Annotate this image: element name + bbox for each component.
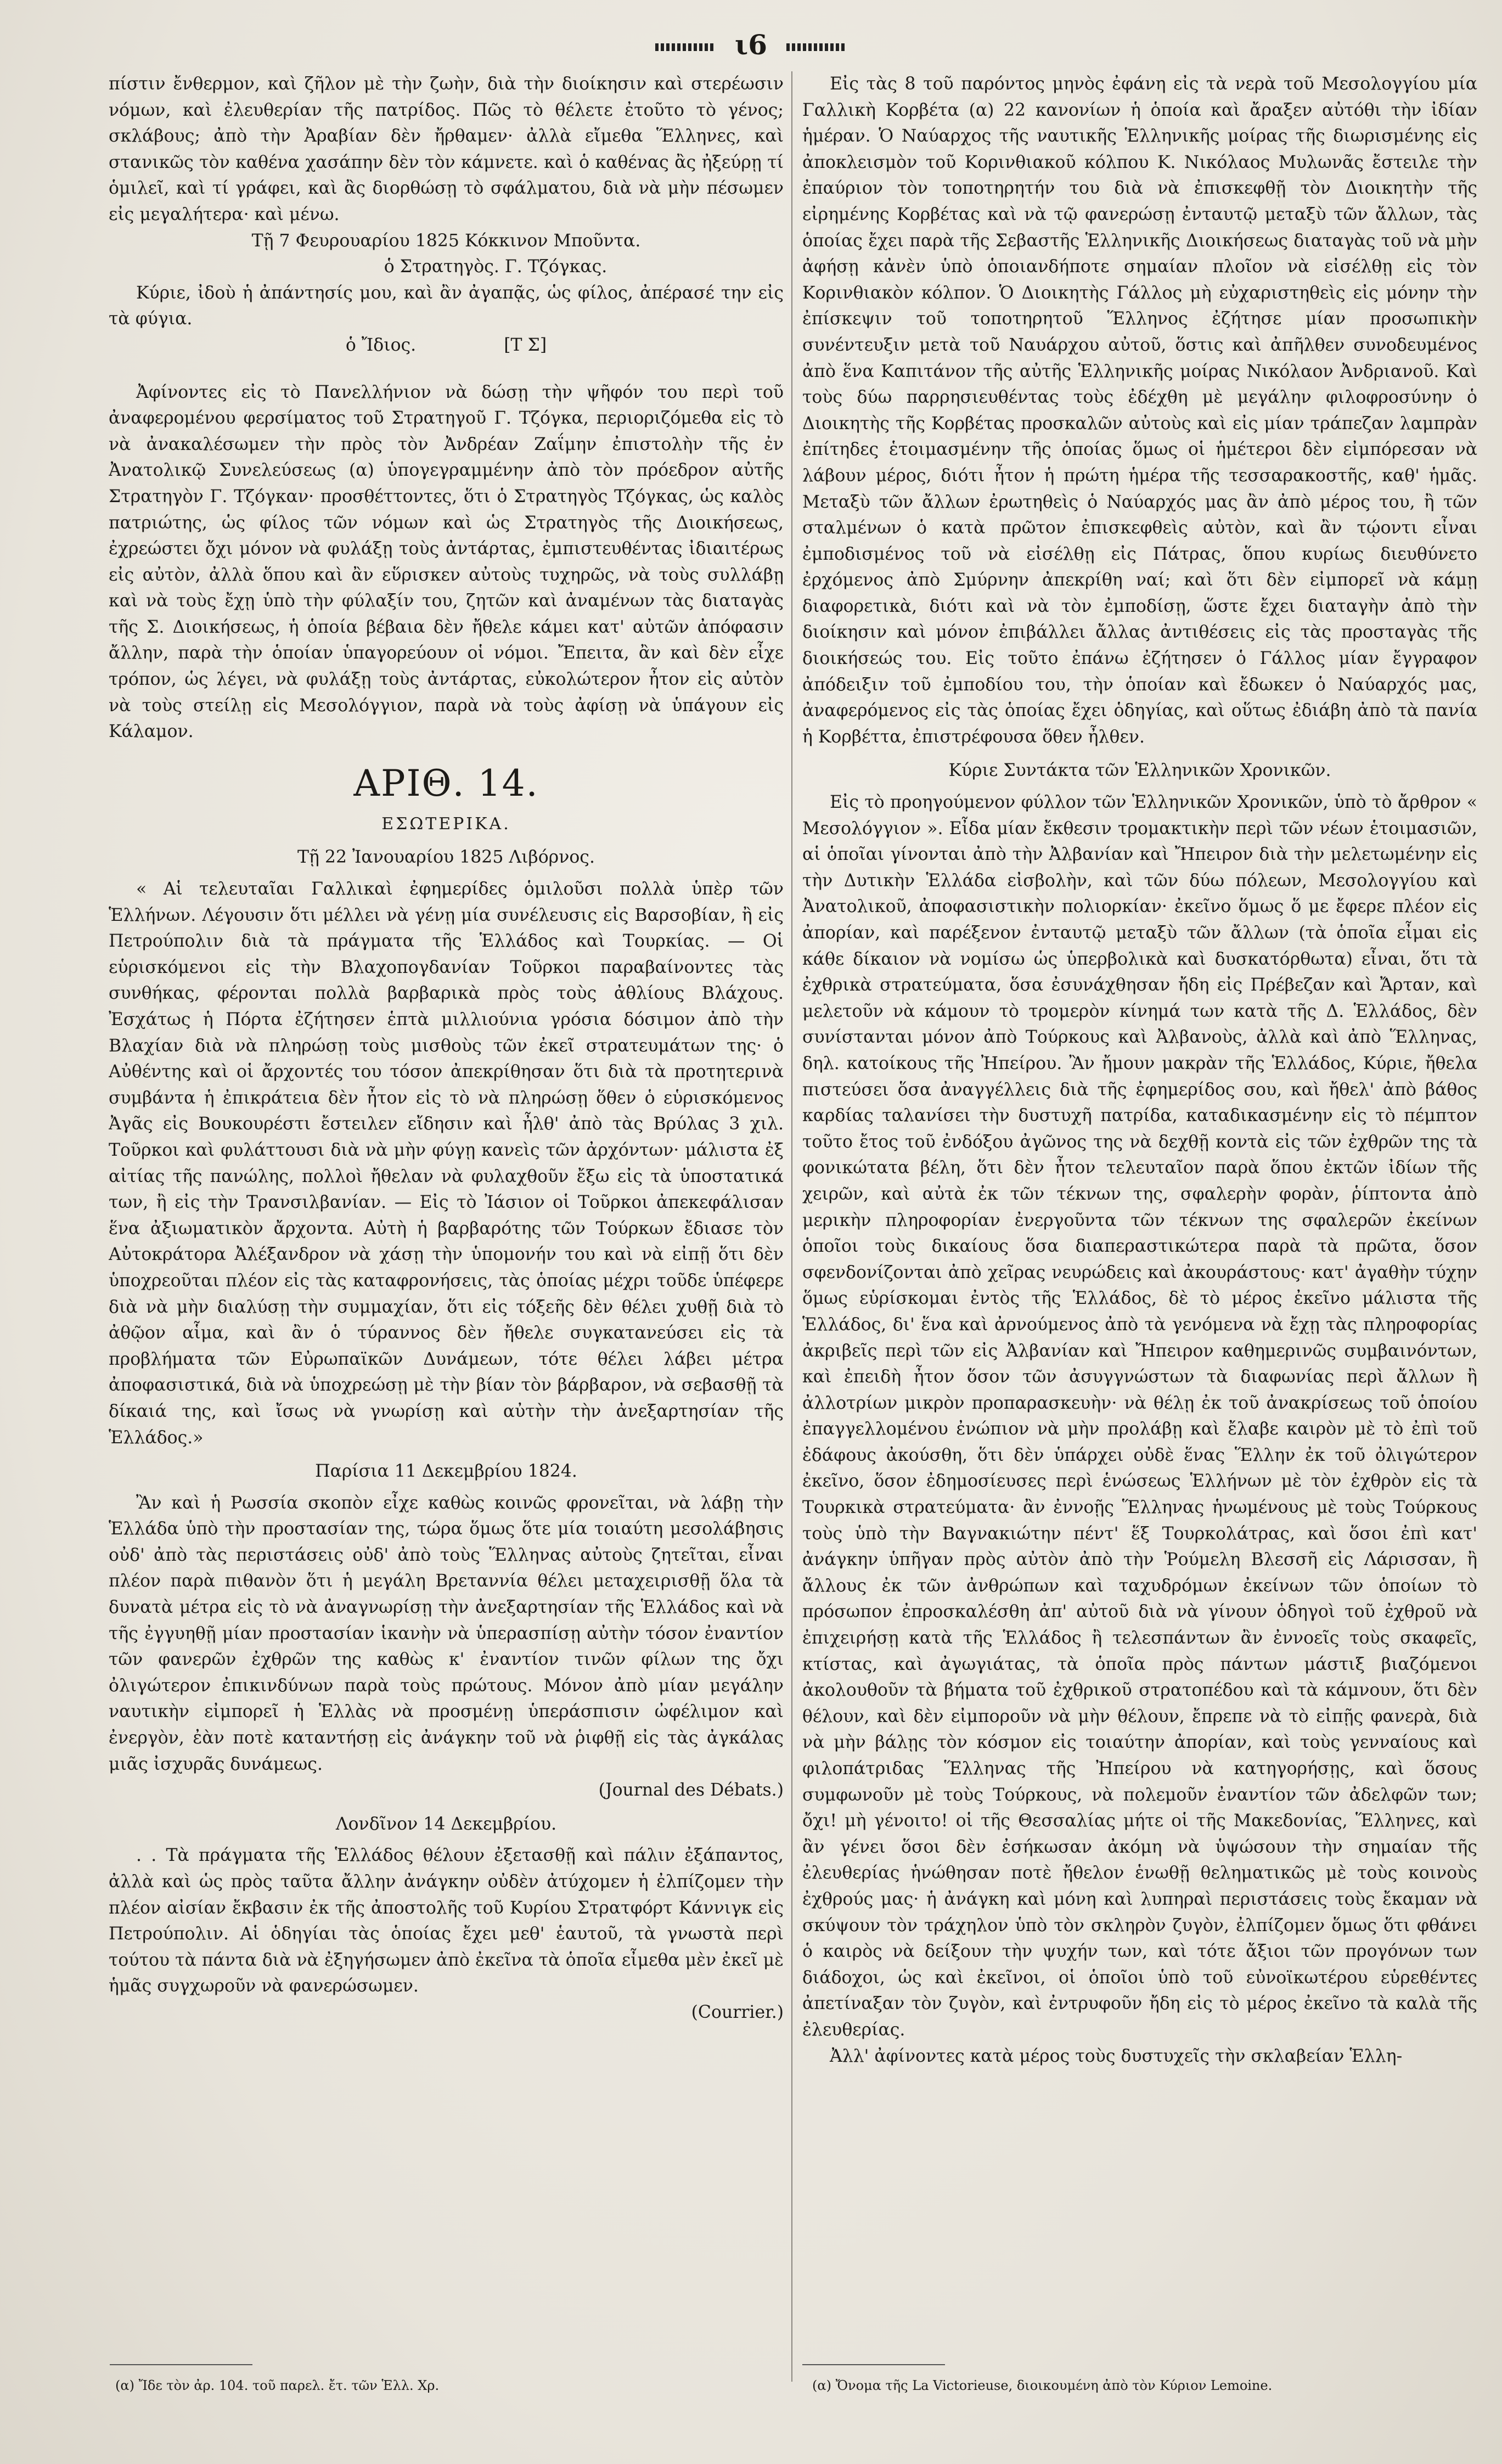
postscript-signature: ὁ Ἴδιος.	[345, 335, 417, 355]
footnote-right: (α) Ὄνομα τῆς La Victorieuse, διοικουμένη ἀπὸ τὸν Κύριον Lemoine.	[812, 2378, 1273, 2393]
letter-heading: Κύριε Συντάκτα τῶν Ἑλληνικῶν Χρονικῶν.	[948, 761, 1331, 781]
letter-signature: ὁ Στρατηγὸς. Γ. Τζόγκας.	[384, 257, 607, 277]
footnote-left: (α) Ἴδε τὸν ἀρ. 104. τοῦ παρελ. ἔτ. τῶν Ἑλλ. Χρ.	[115, 2378, 440, 2393]
right-ornament	[786, 43, 847, 51]
section-heading: ΕΣΩΤΕΡΙΚΑ.	[381, 814, 511, 834]
dateline-paris: Παρίσια 11 Δεκεμβρίου 1824.	[315, 1461, 577, 1482]
dateline-london: Λονδῖνον 14 Δεκεμβρίου.	[335, 1814, 557, 1834]
source-courrier: (Courrier.)	[691, 2002, 784, 2022]
corvette-report: Εἰς τὰς 8 τοῦ παρόντος μηνὸς ἐφάνη εἰς τὰ νερὰ τοῦ Μεσολογγίου μία Γαλλικὴ Κορβέτα (α) 22 κανονίων ἡ ὁποία καὶ ἄραξεν αὐτόθι τὴν ἰδίαν ἡμέραν. Ὁ Ναύαρχος τῆς ναυτικῆς Ἑλληνικῆς μοίρας τῆς διωρισμένης εἰς ἀποκλεισμὸν τοῦ Κορινθιακοῦ κόλπου Κ. Νικόλαος Μυλωνᾶς ἔστειλε τὴν ἐπαύριον τὸν τοποτηρητήν του διὰ νὰ ἐπισκεφθῇ τὸν Διοικητὴν τῆς εἰρημένης Κορβέτας καὶ νὰ τῷ φανερώσῃ ἐνταυτῷ μεταξὺ τῶν ἄλλων, τὰς ὁποίας ἔχει παρὰ τῆς Σεβαστῆς Ἑλληνικῆς Διοικήσεως διαταγὰς τοῦ νὰ μὴν ἀφήσῃ κἀνὲν ὑπὸ ὁποιανδήποτε σημαίαν πλοῖον νὰ εἰσέλθῃ εἰς τὸν Κορινθιακὸν κόλπον. Ὁ Διοικητὴς Γάλλος μὴ εὐχαριστηθεὶς εἰς μόνην τὴν ἐπίσκεψιν τοῦ τοποτηρητοῦ Ἕλληνος ἐζήτησε μίαν προσωπικὴν συνέντευξιν μετὰ τοῦ Ναυάρχου αὐτοῦ, ὅστις καὶ ἀπῆλθεν συνοδευμένος ἀπὸ ἕνα Καπιτάνον τῆς αὐτῆς Ἑλληνικῆς μοίρας Νικόλαον Ἀνδριανοῦ. Καὶ τοὺς δύω παρρησιευθέντας τοὺς ἐδέχθη μὲ μεγάλην φιλοφροσύνην ὁ Διοικητὴς τῆς Κορβέτας προσκαλῶν αὐτοὺς καὶ εἰς μίαν τράπεζαν λαμπρὰν ἐπίτηδες ἑτοιμασμένην τῆς ὁποίας ὅμως οἱ ἡμέτεροι δὲν εἰμπόρεσαν νὰ λάβουν μέρος, διότι ἦτον ἡ πρώτη ἡμέρα τῆς τεσσαρακοστῆς, καθ' ἡμᾶς. Μεταξὺ τῶν ἄλλων ἐρωτηθεὶς ὁ Ναύαρχός μας ἂν ἀπὸ μέρος του, ἢ τῶν σταλμένων ὁ κατὰ πρῶτον ἐπισκεφθεὶς αὐτὸν, καὶ ἂν τῴοντι εἶναι ἐμποδισμένος τοῦ νὰ εἰσέλθῃ εἰς Πάτρας, ὅπου κυρίως διευθύνετο ἐρχόμενος ἀπὸ Σμύρνην ἀπεκρίθη ναί; καὶ ὅτι δὲν εἰμπορεῖ νὰ κάμῃ διαφορετικὰ, διότι καὶ νὰ τὸν ἐμποδίσῃ, ὥστε ἔχει διαταγὴν ἀπὸ τὴν διοίκησιν καὶ μόνον ἐπιβάλλει ἄλλας ἀντιθέσεις εἰς τὰς προσταγὰς τῆς διοικήσεώς του. Εἰς τοῦτο ἐπάνω ἐζήτησεν ὁ Γάλλος μίαν ἔγγραφον ἀπόδειξιν τοῦ ἐμποδίου του, τὴν ὁποίαν καὶ ἔδωκεν ὁ Ναύαρχός μας, ἀναφερόμενος εἰς τὰς ὁποίας ἔχει ὁδηγίας, καὶ οὕτως ἐδιάβη ἀπὸ τὰ πανία ἡ Κορβέττα, ἐπιστρέφουσα ὅθεν ἦλθεν.	[802, 74, 1477, 747]
editorial-comment: Ἀφίνοντες εἰς τὸ Πανελλήνιον νὰ δώσῃ τὴν ψῆφόν του περὶ τοῦ ἀναφερομένου φερσίματος τοῦ Στρατηγοῦ Γ. Τζόγκα, περιοριζόμεθα εἰς τὸ νὰ ἀνακαλέσωμεν τὴν πρὸς τὸν Ἀνδρέαν Ζαΐμην ἐπιστολὴν τῆς ἐν Ἀνατολικῷ Συνελεύσεως (α) ὑπογεγραμμένην ἀπὸ τὸν πρόεδρον αὐτῆς Στρατηγὸν Γ. Τζόγκαν· προσθέττοντες, ὅτι ὁ Στρατηγὸς Τζόγκας, ὡς καλὸς πατριώτης, ὡς φίλος τῶν νόμων καὶ ὡς Στρατηγὸς τῆς Διοικήσεως, ἐχρεώστει ὄχι μόνον νὰ φυλάξῃ τοὺς ἀντάρτας, ἐμπιστευθέντας ἰδιαιτέρως εἰς αὐτὸν, ἀλλὰ ὅπου καὶ ἂν εὕρισκεν αὐτοὺς τυχηρῶς, νὰ τοὺς συλλάβῃ καὶ νὰ τοὺς ἔχῃ ὑπὸ τὴν φύλαξίν του, ζητῶν καὶ ἀναμένων τὰς διαταγὰς τῆς Σ. Διοικήσεως, ἡ ὁποία βέβαια δὲν ἤθελε κάμει κατ' αὐτῶν ἀπόφασιν ἄλλην, παρὰ τὴν ὁποίαν ὑπαγορεύουν οἱ νόμοι. Ἔπειτα, ἂν καὶ δὲν εἶχε τρόπον, ὡς λέγει, νὰ φυλάξῃ τοὺς ἀντάρτας, εὐκολώτερον ἦτον εἰς αὐτὸν νὰ τοὺς στείλῃ εἰς Μεσολόγγιον, παρὰ νὰ τοὺς ἀφίσῃ νὰ ὑπάγουν εἰς Κάλαμον.	[109, 382, 784, 742]
editor-initials: [Τ Σ]	[504, 335, 547, 355]
letter-postscript: Κύριε, ἰδοὺ ἡ ἀπάντησίς μου, καὶ ἂν ἀγαπᾷς, ὡς φίλος, ἀπέρασέ την εἰς τὰ φύγια.	[109, 283, 784, 329]
footnote-rule-right	[802, 2364, 945, 2365]
column-divider	[791, 71, 792, 2382]
dateline-livorno: Τῇ 22 Ἰανουαρίου 1825 Λιβόρνος.	[297, 847, 595, 868]
source-journal-des-debats: (Journal des Débats.)	[598, 1780, 784, 1801]
livorno-report: « Αἱ τελευταῖαι Γαλλικαὶ ἐφημερίδες ὁμιλοῦσι πολλὰ ὑπὲρ τῶν Ἑλλήνων. Λέγουσιν ὅτι μέλλει νὰ γένῃ μία συνέλευσις εἰς Βαρσοβίαν, ἢ εἰς Πετρούπολιν διὰ τὰ πράγματα τῆς Ἑλλάδος καὶ Τουρκίας. — Οἱ εὑρισκόμενοι εἰς τὴν Βλαχοπογδανίαν Τοῦρκοι παραβαίνοντες τὰς συνθήκας, φέρονται πολλὰ βαρβαρικὰ πρὸς τοὺς ἀθλίους Βλάχους. Ἐσχάτως ἡ Πόρτα ἐζήτησεν ἑπτὰ μιλλιούνια γρόσια δόσιμον ἀπὸ τὴν Βλαχίαν διὰ νὰ πληρώσῃ τοὺς μισθοὺς τῶν ἐκεῖ στρατευμάτων της· ὁ Αὐθέντης καὶ οἱ ἄρχοντές του τόσον ἀπεκρίθησαν ὅτι διὰ τὰ προτητερινὰ συμβάντα ἡ ἐπικράτεια δὲν ἦτον εἰς τὸ νὰ πληρώσῃ ὅθεν ὁ εὑρισκόμενος Ἀγᾶς εἰς Βουκουρέστι ἔστειλεν εἴδησιν καὶ ἦλθ' ἀπὸ τὰς Βρύλας 3 χιλ. Τοῦρκοι καὶ φυλάττουσι διὰ νὰ μὴν φύγῃ κανεὶς τῶν ἀρχόντων· μάλιστα ἐξ αἰτίας τῆς πανώλης, πολλοὶ ἤθελαν νὰ φυλαχθοῦν ἔξω εἰς τὰ ὑποστατικά των, ἢ εἰς τὴν Τρανσιλβανίαν. — Εἰς τὸ Ἰάσιον οἱ Τοῦρκοι ἀπεκεφάλισαν ἕνα ἀξιωματικὸν ἄρχοντα. Αὐτὴ ἡ βαρβαρότης τῶν Τούρκων ἔδιασε τὸν Αὐτοκράτορα Ἀλέξανδρον νὰ χάσῃ τὴν ὑπομονήν του καὶ νὰ εἰπῇ ὅτι δὲν ὑποχρεοῦται πλέον εἰς τὰς καταφρονήσεις, τὰς ὁποίας μέχρι τοῦδε ὑπέφερε διὰ νὰ μὴν διαλύσῃ τὴν συμμαχίαν, ὅτι εἰς τόξεῆς δὲν θέλει χυθῇ διὰ τὸ ἀθῷον αἷμα, καὶ ἂν ὁ τύραννος δὲν ἤθελε συγκατανεύσει εἰς τὰ προβλήματα τῶν Εὐρωπαϊκῶν Δυνάμεων, τότε θέλει λάβει μέτρα ἀποφασιστικά, διὰ νὰ ὑποχρεώσῃ μὲ τὴν βίαν τὸν βάρβαρον, νὰ σεβασθῇ τὰ δίκαιά της, καὶ ἴσως νὰ γνωρίσῃ καὶ αὐτὴν τὴν ἀνεξαρτησίαν τῆς Ἑλλάδος.»	[109, 879, 784, 1448]
issue-number: ΑΡΙΘ. 14.	[353, 762, 539, 805]
letter-paragraph: πίστιν ἔνθερμον, καὶ ζῆλον μὲ τὴν ζωὴν, διὰ τὴν διοίκησιν καὶ στερέωσιν νόμων, καὶ ἐλευθερίαν τῆς πατρίδος. Πῶς τὸ θέλετε ἐτοῦτο τὸ γένος; σκλάβους; ἀπὸ τὴν Ἀραβίαν δὲν ἤρθαμεν· ἀλλὰ εἴμεθα Ἕλληνες, καὶ στανικῶς τὸν καθένα χασάπην δὲν τὸν κάμνετε. καὶ ὁ καθένας ἂς ἠξεύρῃ τί ὁμιλεῖ, καὶ τί γράφει, καὶ ἂς διορθώσῃ τὸ σφάλματου, διὰ νὰ μὴν πέσωμεν εἰς μεγαλήτερα· καὶ μένω.	[109, 74, 784, 224]
paris-report: Ἂν καὶ ἡ Ρωσσία σκοπὸν εἶχε καθὼς κοινῶς φρονεῖται, νὰ λάβῃ τὴν Ἑλλάδα ὑπὸ τὴν προστασίαν της, τώρα ὅμως ὅτε μία τοιαύτη μεσολάβησις οὐδ' ἀπὸ τὰς περιστάσεις οὐδ' ἀπὸ τοὺς Ἕλληνας αὐτοὺς ζητεῖται, εἶναι πλέον παρὰ πιθανὸν ὅτι ἡ μεγάλη Βρεταννία θέλει μεταχειρισθῇ ὅλα τὰ δυνατὰ μέτρα εἰς τὸ νὰ ἀναγνωρίσῃ τὴν ἀνεξαρτησίαν τῆς Ἑλλάδος καὶ νὰ τῆς ἐγγυηθῇ μίαν προστασίαν ἱκανὴν νὰ ὑπερασπίσῃ αὐτὴν τόσον ἐναντίον τῶν φανερῶν ἐχθρῶν της καθὼς κ' ἐναντίον τινῶν φίλων της ὄχι ὀλιγώτερον ἐπικινδύνων παρὰ τοὺς πρώτους. Μόνον ἀπὸ μίαν μεγάλην ναυτικὴν εἰμπορεῖ ἡ Ἑλλὰς νὰ προσμένῃ ὑπεράσπισιν ὠφέλιμον καὶ ἐνεργὸν, ἐὰν ποτὲ καταντήσῃ εἰς ἀνάγκην τοῦ νὰ ῥιφθῇ εἰς τὰς ἀγκάλας μιᾶς ἰσχυρᾶς δυνάμεως.	[109, 1493, 784, 1774]
footnote-rule-left	[110, 2364, 252, 2365]
letter-to-editor: Εἰς τὸ προηγούμενον φύλλον τῶν Ἑλληνικῶν Χρονικῶν, ὑπὸ τὸ ἄρθρον « Μεσολόγγιον ». Εἶδα μίαν ἔκθεσιν τρομακτικὴν περὶ τῶν νέων ἑτοιμασιῶν, αἱ ὁποῖαι γίνονται ἀπὸ τὴν Ἀλβανίαν καὶ Ἤπειρον διὰ τὴν μελετωμένην εἰς τὴν Δυτικὴν Ἑλλάδα εἰσβολὴν, καὶ τῶν δύω πόλεων, Μεσολογγίου καὶ Ἀνατολικοῦ, ἀποφασιστικὴν πολιορκίαν· ἐκεῖνο ὅμως ὅ με ἔφερε πλέον εἰς ἀπορίαν, καὶ παρέξενον ἐνταυτῷ μεταξὺ τῶν ἄλλων (τὰ ὁποῖα εἶμαι εἰς κάθε δίκαιον νὰ νομίσω ὡς ὑπερβολικὰ καὶ δυσκατόρθωτα) εἶναι, ὅτι τὰ ἐχθρικὰ στρατεύματα, ὅσα ἐσυνάχθησαν ἤδη εἰς Πρέβεζαν καὶ Ἄρταν, καὶ μελετοῦν νὰ κάμουν τὸ τρομερὸν κίνημά των κατὰ τῆς Δ. Ἑλλάδος, δὲν συνίστανται μόνον ἀπὸ Τούρκους καὶ Ἀλβανοὺς, ἀλλὰ καὶ ἀπὸ Ἕλληνας, δηλ. κατοίκους τῆς Ἠπείρου. Ἂν ἤμουν μακρὰν τῆς Ἑλλάδος, Κύριε, ἤθελα πιστεύσει ὅσα ἀναγγέλλεις διὰ τῆς ἐφημερίδος σου, καὶ ἤθελ' ἀπὸ βάθος καρδίας ταλανίσει τὴν δυστυχῆ πατρίδα, καταδικασμένην εἰς τὸ πέμπτον τοῦτο ἔτος τοῦ ἐνδόξου ἀγῶνος της νὰ δεχθῇ κοντὰ εἰς τῶν ἐχθρῶν της τὰ φονικώτατα βέλη, ὅτι δὲν ἦτον τελευταῖον παρὰ ὅπου ἐκτῶν ἰδίων τῆς χειρῶν, καὶ αὐτὰ ἐκ τῶν τέκνων της, σφαλερὴν φορὰν, ῥίπτοντα ἀπὸ μερικὴν πληροφορίαν ἐνεργοῦντα τῶν τέκνων της σφαλερῶν ἐκείνων ὁποῖοι τοὺς δικαίους ὅσα διαπεραστικώτερα παρὰ τὰ πρῶτα, ὅσον σφενδονίζονται ἀπὸ χεῖρας νευρώδεις καὶ ἀκουράστους· κατ' ἀγαθὴν τύχην ὅμως εὑρίσκομαι ἐντὸς τῆς Ἑλλάδος, δὲ τὸ μέρος ἐκεῖνο μάλιστα τῆς Ἑλλάδος, δι' ἕνα καὶ ἀρνούμενος ἀπὸ τὰ γενόμενα νὰ ἔχῃ τὰς πληροφορίας ἀκριβεῖς περὶ τῶν εἰς Ἀλβανίαν καὶ Ἤπειρον καθημερινῶς συμβαινόντων, καὶ ἐπειδὴ ἦτον ὅσον τῶν ἀσυγγνώστων τὰ διαφωνίας περὶ ἄλλων ἢ ἀλλοτρίων μικρὸν προπαρασκευὴν· νὰ θέλῃ ἐκ τοῦ ἀνακρίσεως τοῦ ὁποίου ἐπαγγελλομένου ἐνώπιον νὰ μὴν προλάβῃ καὶ ἔλαβε καιρὸν μὲ τὸ ἐπὶ τοῦ ἐδάφους ἀκούσθη, ὅτι δὲν ὑπάρχει οὐδὲ ἕνας Ἕλλην ἐκ τοῦ ὀλιγώτερον ἐκεῖνο, ὅσον ἐδημοσίευσες περὶ ἑνώσεως Ἑλλήνων μὲ τὸν ἐχθρὸν εἰς τὰ Τουρκικὰ στρατεύματα· ἂν ἐννοῇς Ἕλληνας ἡνωμένους μὲ τοὺς Τούρκους τοὺς ὑπὸ τὴν Βαγνακιώτην πέντ' ἕξ Τουρκολάτρας, καὶ ὅσοι ἐπὶ κατ' ἀνάγκην ὑπῆγαν πρὸς αὐτὸν ἀπὸ τὴν Ῥούμελη Βλεσσῆ εἰς Λάρισσαν, ἢ ἄλλους ἐκ τῶν ἀνθρώπων καὶ ταχυδρόμων ἐκείνων τῶν ὁποίων τὸ πρόσωπον ἐπροσκαλέσθη ἀπ' αὐτοῦ διὰ νὰ γίνουν ὁδηγοὶ τοῦ ἐχθροῦ νὰ ἐπιχειρήσῃ κατὰ τῆς Ἑλλάδος ἢ τελεσπάντων ἂν ἐννοεῖς τοὺς σκαφεῖς, κτίστας, καὶ ἀγωγιάτας, τὰ ὁποῖα πρὸς πάντων μάστιξ βιαζόμενοι ἀκολουθοῦν τὰ βήματα τοῦ ἐχθρικοῦ στρατοπέδου καὶ τὰ κάμνουν, ὅτι δὲν θέλουν, καὶ δὲν εἰμποροῦν νὰ μὴν θέλουν, ἔπρεπε νὰ τὸ εἰπῇς φανερὰ, διὰ νὰ μὴν βάλῃς τὸν κόσμον εἰς τοιαύτην ἀπορίαν, καὶ τοὺς γενναίους καὶ φιλοπάτριδας Ἕλληνας τῆς Ἠπείρου νὰ κατηγορήσῃς, καὶ ὅσους συμφωνοῦν μὲ τοὺς Τούρκους, νὰ πολεμοῦν ἐναντίον τῶν ἀδελφῶν των; ὄχι! μὴ γένοιτο! οἱ τῆς Θεσσαλίας μήτε οἱ τῆς Μακεδονίας, Ἕλληνες, καὶ ἂν γένει ὅσοι δὲν ἐσήκωσαν ἀκόμη νὰ ὑψώσουν τὴν σημαίαν τῆς ἐλευθερίας ἡνώθησαν ποτὲ ἤθελον ἑνωθῇ θεληματικῶς μὲ τοὺς κοινοὺς ἐχθρούς μας· ἡ ἀνάγκη καὶ μόνη καὶ λυπηραὶ περιστάσεις τοὺς ἔκαμαν νὰ σκύψουν τὸν τράχηλον ὑπὸ τὸν σκληρὸν ζυγὸν, ἐλπίζομεν ὅμως ὅτι φθάνει ὁ καιρὸς νὰ δείξουν τὴν ψυχήν των, καὶ τότε ἄξιοι τῶν προγόνων των διάδοχοι, ὡς καὶ ἐκεῖνοι, οἱ ὁποῖοι ὑπὸ τοῦ εὐνοϊκωτέρου εὑρεθέντες ἀπετίναξαν τὸν ζυγὸν, καὶ ἐντρυφοῦν ἤδη εἰς τὸ μέρος ἐκεῖνο τὰ καλὰ τῆς ἐλευθερίας.	[802, 792, 1477, 2040]
page-number: ι6	[735, 29, 767, 61]
letter-date: Τῇ 7 Φευρουαρίου 1825 Κόκκινον Μποῦντα.	[251, 230, 641, 251]
page-header	[0, 29, 1502, 61]
letter-continuation: Ἀλλ' ἀφίνοντες κατὰ μέρος τοὺς δυστυχεῖς τὴν σκλαβείαν Ἑλλη-	[830, 2046, 1403, 2066]
left-column	[109, 71, 784, 2343]
left-ornament	[655, 43, 716, 51]
right-column	[802, 71, 1477, 2343]
london-report: . . Τὰ πράγματα τῆς Ἑλλάδος θέλουν ἐξετασθῇ καὶ πάλιν ἐξάπαντος, ἀλλὰ καὶ ὡς πρὸς ταῦτα ἄλλην ἀνάγκην οὐδὲν ἀτύχομεν ἡ ἐλπίζομεν τὴν πλέον αἰσίαν ἔκβασιν ἐκ τῆς ἀποστολῆς τοῦ Κυρίου Στρατφόρτ Κάννιγκ εἰς Πετρούπολιν. Αἱ ὁδηγίαι τὰς ὁποίας ἔχει μεθ' ἑαυτοῦ, τὰ γνωστὰ περὶ τούτου τὰ πάντα διὰ νὰ ἐξηγήσωμεν ἀπὸ ἐκεῖνα τὰ ὁποῖα εἶμεθα μὲν ἐκεῖ μὲ ἡμᾶς συγχωροῦν νὰ φανερώσωμεν.	[109, 1846, 784, 1996]
postscript-signature-line	[109, 333, 784, 359]
